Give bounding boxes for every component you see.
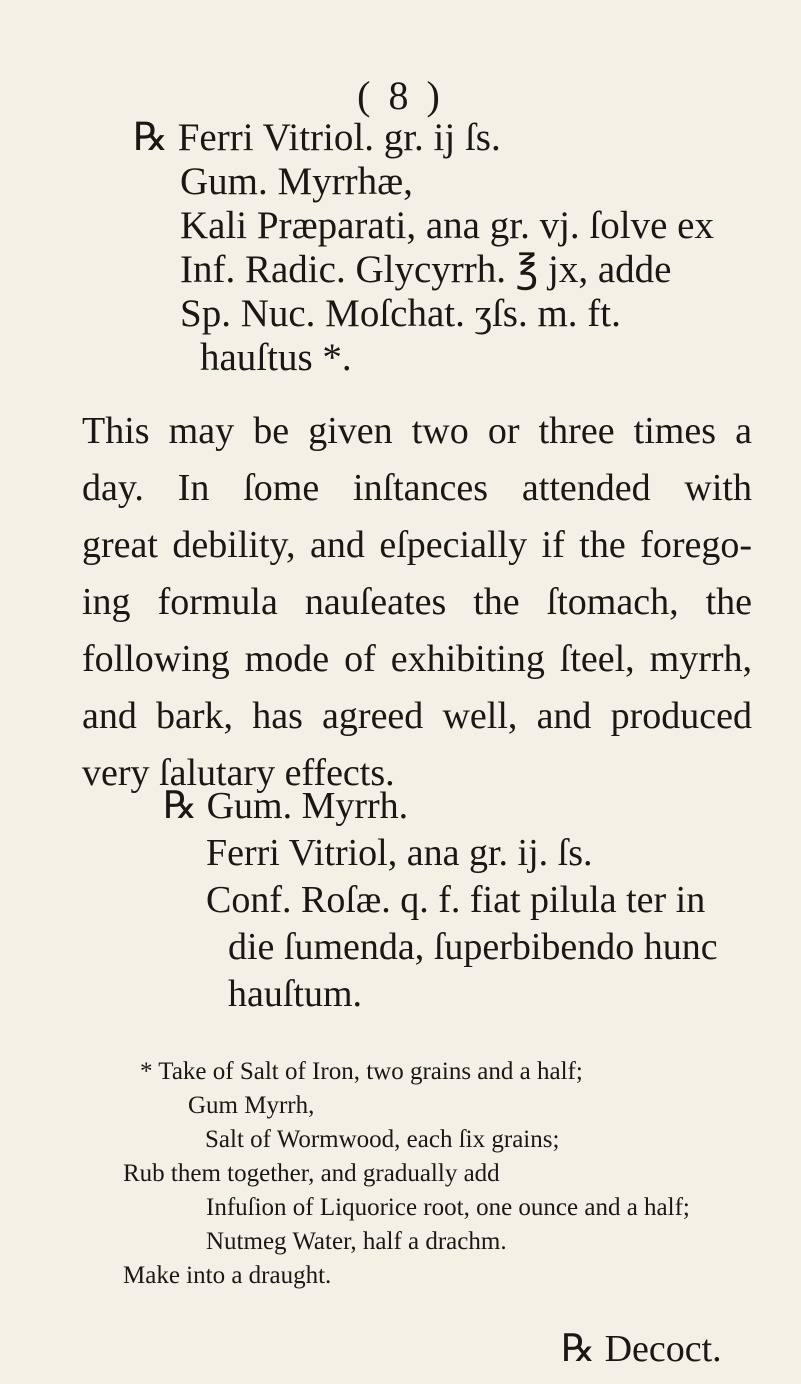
recipe-1-line: Inf. Radic. Glycyrrh. ℥ jx, adde bbox=[180, 248, 672, 291]
footnote-line: Nutmeg Water, half a drachm. bbox=[206, 1228, 507, 1255]
paragraph-line: great debility, and eſpecially if the forego- bbox=[82, 524, 752, 566]
recipe-1-line: hauſtus *. bbox=[200, 336, 352, 379]
recipe-1-line: Sp. Nuc. Moſchat. ʒſs. m. ft. bbox=[180, 292, 621, 335]
recipe-2-line: hauſtum. bbox=[228, 973, 363, 1015]
recipe-2-line: die ſumenda, ſuperbibendo hunc bbox=[228, 926, 718, 968]
footnote-line: Infuſion of Liquorice root, one ounce and a half; bbox=[206, 1194, 690, 1221]
footnote-line: * Take of Salt of Iron, two grains and a half; bbox=[140, 1058, 583, 1085]
paragraph-line: and bark, has agreed well, and produced bbox=[82, 695, 752, 737]
footnote-line: Salt of Wormwood, each ſix grains; bbox=[205, 1126, 560, 1153]
recipe-1-line: Kali Præparati, ana gr. vj. ſolve ex bbox=[180, 204, 714, 247]
paragraph-line: very ſalutary effects. bbox=[82, 752, 395, 794]
recipe-2-line: Ferri Vitriol, ana gr. ij. ſs. bbox=[206, 832, 593, 874]
recipe-1-line: ℞ Ferri Vitriol. gr. ij ſs. bbox=[133, 116, 501, 159]
catchword: ℞ Decoct. bbox=[561, 1328, 722, 1370]
paragraph-line: This may be given two or three times a bbox=[82, 410, 752, 452]
paragraph-line: day. In ſome inſtances attended with bbox=[82, 467, 752, 509]
recipe-2-line: ℞ Gum. Myrrh. bbox=[163, 785, 409, 827]
footnote-line: Gum Myrrh, bbox=[188, 1092, 315, 1119]
body-paragraph bbox=[82, 403, 752, 802]
paragraph-line: following mode of exhibiting ſteel, myrrh, bbox=[82, 638, 752, 680]
recipe-2-line: Conf. Roſæ. q. f. fiat pilula ter in bbox=[206, 879, 706, 921]
footnote-line: Make into a draught. bbox=[123, 1262, 332, 1289]
paragraph-line: ing formula nauſeates the ſtomach, the bbox=[82, 581, 752, 623]
footnote-line: Rub them together, and gradually add bbox=[123, 1160, 500, 1187]
page-number-header: ( 8 ) bbox=[357, 73, 444, 118]
recipe-1-line: Gum. Myrrhæ, bbox=[180, 160, 413, 203]
